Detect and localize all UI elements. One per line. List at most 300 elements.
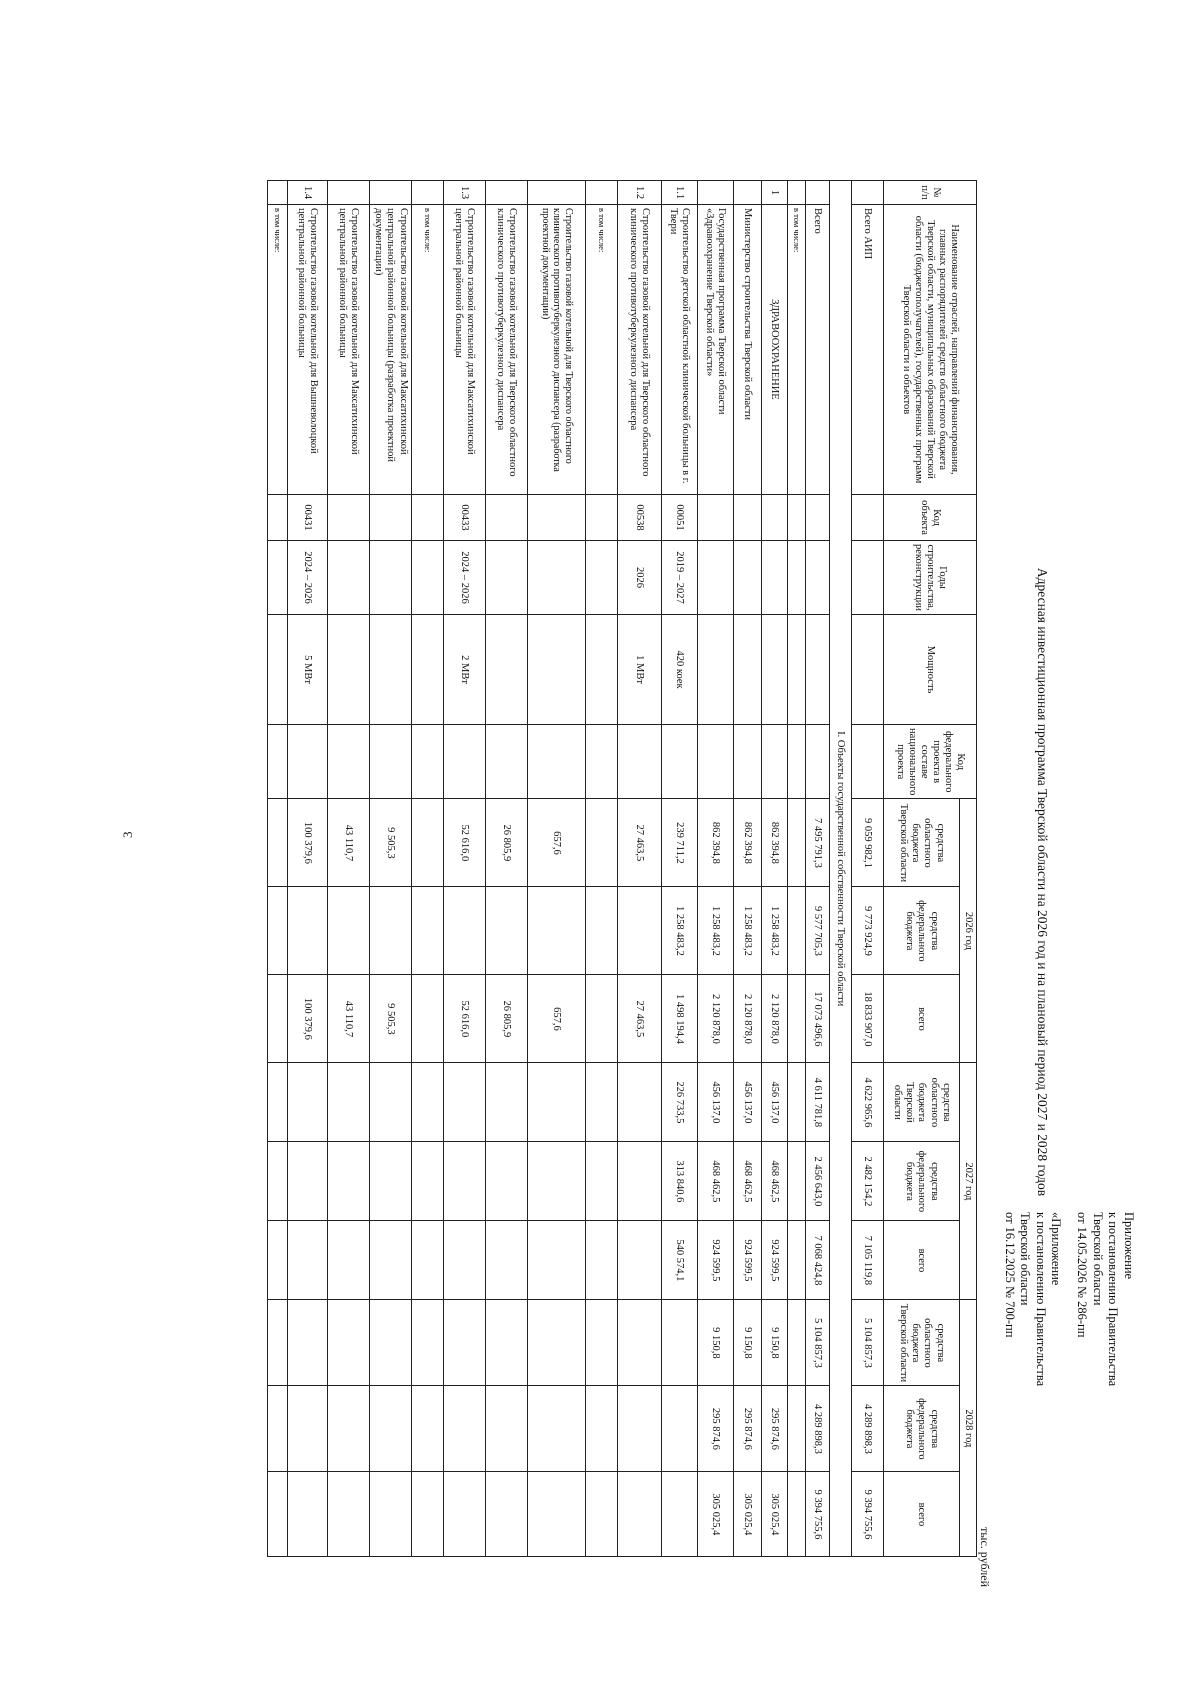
cell-2027-total: 924 599,5 bbox=[733, 1221, 761, 1300]
cell-2026-regional: 27 463,5 bbox=[617, 799, 661, 887]
cell-2027-regional bbox=[369, 1063, 411, 1142]
cell-2028-regional bbox=[787, 1300, 805, 1386]
cell-2026-federal bbox=[527, 887, 585, 975]
cell-2028-regional bbox=[585, 1300, 617, 1386]
table-row bbox=[805, 181, 829, 1557]
cell-2026-regional bbox=[585, 799, 617, 887]
appendix-line: к постановлению Правительства bbox=[1033, 1212, 1048, 1387]
cell-2027-total: 924 599,5 bbox=[761, 1221, 787, 1300]
cell-2027-regional bbox=[527, 1063, 585, 1142]
cell-2027-regional bbox=[617, 1063, 661, 1142]
cell-2028-federal: 4 289 898,3 bbox=[851, 1386, 883, 1472]
cell-2028-federal bbox=[527, 1386, 585, 1472]
cell-2026-regional bbox=[787, 799, 805, 887]
cell-2028-regional: 9 150,8 bbox=[697, 1300, 733, 1386]
subheader-cell: средства областного бюджета Тверской области bbox=[883, 1300, 959, 1386]
cell-2028-total bbox=[585, 1472, 617, 1557]
cell-row-name: Строительство детской областной клинической больницы в г. Твери bbox=[661, 205, 697, 495]
cell-2028-total bbox=[527, 1472, 585, 1557]
header-cell: № п/п bbox=[883, 181, 976, 205]
cell-row-name: Всего АИП bbox=[851, 205, 883, 495]
cell-row-number: 1.4 bbox=[287, 181, 327, 205]
cell-2026-federal bbox=[485, 887, 527, 975]
cell-object-code bbox=[267, 495, 287, 541]
cell-capacity bbox=[585, 615, 617, 725]
table-row bbox=[851, 181, 883, 1557]
cell-row-number bbox=[369, 181, 411, 205]
header-cell: Код федерального проекта в составе национального проекта bbox=[883, 725, 976, 799]
cell-federal-project-code bbox=[733, 725, 761, 799]
cell-2028-regional bbox=[661, 1300, 697, 1386]
cell-2026-federal bbox=[327, 887, 369, 975]
cell-federal-project-code bbox=[485, 725, 527, 799]
table-row bbox=[267, 181, 287, 1557]
cell-2027-federal bbox=[369, 1142, 411, 1221]
subheader-cell: всего bbox=[883, 1472, 959, 1557]
cell-2027-regional bbox=[443, 1063, 485, 1142]
cell-federal-project-code bbox=[617, 725, 661, 799]
cell-row-name: ЗДРАВООХРАНЕНИЕ bbox=[761, 205, 787, 495]
appendix-header bbox=[1001, 1212, 1136, 1512]
cell-2026-federal: 1 258 483,2 bbox=[733, 887, 761, 975]
cell-2026-regional: 239 711,2 bbox=[661, 799, 697, 887]
table-row bbox=[787, 181, 805, 1557]
cell-2027-federal bbox=[411, 1142, 443, 1221]
cell-capacity: 420 коек bbox=[661, 615, 697, 725]
cell-2026-total bbox=[411, 975, 443, 1063]
cell-federal-project-code bbox=[851, 725, 883, 799]
cell-row-name: Строительство газовой котельной для Тверского областного клинического противотуберкулезного диспансера bbox=[617, 205, 661, 495]
cell-construction-years: 2019 – 2027 bbox=[661, 541, 697, 615]
cell-row-number bbox=[411, 181, 443, 205]
cell-construction-years bbox=[585, 541, 617, 615]
cell-row-number: 1.3 bbox=[443, 181, 485, 205]
cell-2027-federal bbox=[527, 1142, 585, 1221]
cell-2026-total bbox=[787, 975, 805, 1063]
table-row bbox=[661, 181, 697, 1557]
cell-capacity bbox=[761, 615, 787, 725]
cell-capacity bbox=[527, 615, 585, 725]
cell-2028-total bbox=[617, 1472, 661, 1557]
cell-construction-years bbox=[733, 541, 761, 615]
subheader-cell: средства федерального бюджета bbox=[883, 1142, 959, 1221]
cell-object-code bbox=[485, 495, 527, 541]
cell-object-code bbox=[585, 495, 617, 541]
cell-2028-total bbox=[369, 1472, 411, 1557]
cell-2026-total bbox=[267, 975, 287, 1063]
cell-construction-years: 2024 – 2026 bbox=[443, 541, 485, 615]
cell-2027-total bbox=[527, 1221, 585, 1300]
cell-2028-regional: 5 104 857,3 bbox=[805, 1300, 829, 1386]
header-cell: Годы строительства, реконструкции bbox=[883, 541, 976, 615]
cell-2026-total: 1 498 194,4 bbox=[661, 975, 697, 1063]
cell-federal-project-code bbox=[267, 725, 287, 799]
cell-object-code bbox=[787, 495, 805, 541]
cell-2028-regional bbox=[267, 1300, 287, 1386]
cell-construction-years bbox=[851, 541, 883, 615]
investment-table bbox=[267, 180, 977, 1557]
cell-2028-regional bbox=[369, 1300, 411, 1386]
cell-2028-federal: 295 874,6 bbox=[697, 1386, 733, 1472]
cell-2026-regional: 9 059 982,1 bbox=[851, 799, 883, 887]
cell-capacity bbox=[697, 615, 733, 725]
cell-row-number bbox=[787, 181, 805, 205]
table-row bbox=[585, 181, 617, 1557]
cell-2028-regional bbox=[617, 1300, 661, 1386]
document-title: Адресная инвестиционная программа Тверской области на 2026 год и на плановый период 2027 и 2028 годов bbox=[1035, 567, 1050, 1197]
section-title: I. Объекты государственной собственности Тверской области bbox=[829, 181, 851, 1557]
cell-2028-regional bbox=[443, 1300, 485, 1386]
cell-2027-regional: 226 733,5 bbox=[661, 1063, 697, 1142]
cell-object-code bbox=[851, 495, 883, 541]
header-cell: Мощность bbox=[883, 615, 976, 725]
header-cell: Код объекта bbox=[883, 495, 976, 541]
cell-2026-total: 18 833 907,0 bbox=[851, 975, 883, 1063]
cell-2026-total: 17 073 496,6 bbox=[805, 975, 829, 1063]
appendix-line: Приложение bbox=[1122, 1212, 1136, 1280]
cell-2027-federal: 468 462,5 bbox=[761, 1142, 787, 1221]
cell-2026-federal bbox=[787, 887, 805, 975]
cell-2028-total bbox=[287, 1472, 327, 1557]
cell-2027-total: 7 068 424,8 bbox=[805, 1221, 829, 1300]
cell-construction-years bbox=[787, 541, 805, 615]
cell-2027-federal bbox=[267, 1142, 287, 1221]
cell-2028-total bbox=[411, 1472, 443, 1557]
cell-construction-years bbox=[697, 541, 733, 615]
cell-2027-total bbox=[267, 1221, 287, 1300]
cell-federal-project-code bbox=[287, 725, 327, 799]
table-row bbox=[369, 181, 411, 1557]
cell-row-name: Строительство газовой котельной для Тверского областного клинического противотуберкулезного диспансера bbox=[485, 205, 527, 495]
cell-2026-federal bbox=[443, 887, 485, 975]
cell-2026-total: 2 120 878,0 bbox=[761, 975, 787, 1063]
appendix-line: к постановлению Правительства bbox=[1106, 1212, 1121, 1387]
table-row bbox=[287, 181, 327, 1557]
cell-2026-total: 2 120 878,0 bbox=[733, 975, 761, 1063]
cell-2026-total: 52 616,0 bbox=[443, 975, 485, 1063]
cell-2028-total: 305 025,4 bbox=[697, 1472, 733, 1557]
cell-row-name: в том числе: bbox=[585, 205, 617, 495]
cell-capacity bbox=[411, 615, 443, 725]
cell-2028-regional: 5 104 857,3 bbox=[851, 1300, 883, 1386]
cell-object-code bbox=[805, 495, 829, 541]
cell-2028-federal: 295 874,6 bbox=[733, 1386, 761, 1472]
cell-2026-total: 26 805,9 bbox=[485, 975, 527, 1063]
cell-capacity bbox=[267, 615, 287, 725]
table-row bbox=[527, 181, 585, 1557]
cell-2027-total: 7 105 119,8 bbox=[851, 1221, 883, 1300]
cell-federal-project-code bbox=[787, 725, 805, 799]
cell-2026-regional bbox=[411, 799, 443, 887]
cell-row-name: Строительство газовой котельной для Максатихинской центральной районной больницы bbox=[327, 205, 369, 495]
cell-object-code bbox=[697, 495, 733, 541]
cell-2026-federal: 9 773 924,9 bbox=[851, 887, 883, 975]
section-row bbox=[829, 181, 851, 1557]
cell-2026-regional: 862 394,8 bbox=[697, 799, 733, 887]
cell-2026-total: 27 463,5 bbox=[617, 975, 661, 1063]
subheader-cell: средства федерального бюджета bbox=[883, 1386, 959, 1472]
cell-2027-federal: 468 462,5 bbox=[733, 1142, 761, 1221]
cell-capacity: 1 МВт bbox=[617, 615, 661, 725]
cell-row-name: Министерство строительства Тверской области bbox=[733, 205, 761, 495]
cell-2026-total bbox=[585, 975, 617, 1063]
cell-construction-years bbox=[485, 541, 527, 615]
table-row bbox=[761, 181, 787, 1557]
cell-2027-total: 540 574,1 bbox=[661, 1221, 697, 1300]
cell-object-code bbox=[733, 495, 761, 541]
cell-capacity bbox=[369, 615, 411, 725]
appendix-gap bbox=[1064, 1212, 1074, 1512]
cell-construction-years bbox=[527, 541, 585, 615]
cell-capacity: 5 МВт bbox=[287, 615, 327, 725]
cell-federal-project-code bbox=[761, 725, 787, 799]
cell-object-code bbox=[527, 495, 585, 541]
cell-object-code bbox=[327, 495, 369, 541]
cell-2026-federal bbox=[369, 887, 411, 975]
cell-construction-years bbox=[327, 541, 369, 615]
cell-object-code bbox=[411, 495, 443, 541]
cell-2027-regional bbox=[585, 1063, 617, 1142]
table-row bbox=[327, 181, 369, 1557]
cell-2026-regional bbox=[267, 799, 287, 887]
cell-2028-total bbox=[661, 1472, 697, 1557]
units-label: тыс. рублей bbox=[978, 1527, 992, 1587]
appendix-line: «Приложение bbox=[1049, 1212, 1064, 1286]
cell-object-code: 00051 bbox=[661, 495, 697, 541]
cell-2028-federal bbox=[287, 1386, 327, 1472]
table-row bbox=[617, 181, 661, 1557]
cell-2028-federal bbox=[485, 1386, 527, 1472]
cell-2026-regional: 9 505,3 bbox=[369, 799, 411, 887]
cell-row-name: Строительство газовой котельной для Вышневолоцкой центральной районной больницы bbox=[287, 205, 327, 495]
cell-2026-regional: 100 379,6 bbox=[287, 799, 327, 887]
cell-row-name: Строительство газовой котельной для Максатихинской центральной районной больницы bbox=[443, 205, 485, 495]
table-row bbox=[411, 181, 443, 1557]
cell-row-number: 1.1 bbox=[661, 181, 697, 205]
cell-2026-total: 9 505,3 bbox=[369, 975, 411, 1063]
cell-object-code bbox=[761, 495, 787, 541]
cell-2026-federal bbox=[585, 887, 617, 975]
table-row bbox=[697, 181, 733, 1557]
cell-2027-regional bbox=[787, 1063, 805, 1142]
cell-object-code: 00431 bbox=[287, 495, 327, 541]
cell-federal-project-code bbox=[369, 725, 411, 799]
cell-capacity bbox=[787, 615, 805, 725]
cell-2026-regional: 26 805,9 bbox=[485, 799, 527, 887]
appendix-line: от 14.05.2026 № 286-пп bbox=[1075, 1212, 1090, 1338]
appendix-line: от 16.12.2025 № 700-пп bbox=[1002, 1212, 1017, 1338]
cell-2026-federal bbox=[287, 887, 327, 975]
cell-2027-federal bbox=[617, 1142, 661, 1221]
cell-construction-years: 2024 – 2026 bbox=[287, 541, 327, 615]
header-cell: Наименование отраслей, направлений финансирования, главных распорядителей средств областного бюджета Тверской области, муниципальных образований Тверской области (бюджетополучателей), государственных программ Тверской области и объектов bbox=[883, 205, 976, 495]
cell-2026-federal: 1 258 483,2 bbox=[761, 887, 787, 975]
appendix-line: Тверской области bbox=[1018, 1212, 1033, 1306]
cell-2026-total: 2 120 878,0 bbox=[697, 975, 733, 1063]
cell-2027-regional: 456 137,0 bbox=[697, 1063, 733, 1142]
cell-2026-total: 43 110,7 bbox=[327, 975, 369, 1063]
cell-2027-regional: 4 611 781,8 bbox=[805, 1063, 829, 1142]
cell-2026-federal: 1 258 483,2 bbox=[697, 887, 733, 975]
cell-2027-total bbox=[411, 1221, 443, 1300]
cell-construction-years: 2026 bbox=[617, 541, 661, 615]
cell-capacity bbox=[733, 615, 761, 725]
cell-2027-federal bbox=[327, 1142, 369, 1221]
cell-row-number bbox=[527, 181, 585, 205]
cell-2026-regional: 43 110,7 bbox=[327, 799, 369, 887]
cell-2028-federal bbox=[661, 1386, 697, 1472]
rotated-content bbox=[160, 102, 1200, 1662]
cell-construction-years bbox=[805, 541, 829, 615]
cell-2028-total bbox=[485, 1472, 527, 1557]
subheader-cell: средства областного бюджета Тверской области bbox=[883, 799, 959, 887]
cell-federal-project-code bbox=[527, 725, 585, 799]
cell-2026-regional: 52 616,0 bbox=[443, 799, 485, 887]
cell-row-number bbox=[733, 181, 761, 205]
cell-federal-project-code bbox=[661, 725, 697, 799]
cell-2028-total: 305 025,4 bbox=[733, 1472, 761, 1557]
cell-construction-years bbox=[411, 541, 443, 615]
cell-2027-total bbox=[443, 1221, 485, 1300]
cell-2026-regional: 657,6 bbox=[527, 799, 585, 887]
cell-2026-total: 657,6 bbox=[527, 975, 585, 1063]
subheader-cell: всего bbox=[883, 975, 959, 1063]
cell-2027-total bbox=[617, 1221, 661, 1300]
cell-2028-regional bbox=[527, 1300, 585, 1386]
subheader-cell: средства федерального бюджета bbox=[883, 887, 959, 975]
cell-2028-regional bbox=[287, 1300, 327, 1386]
cell-2028-federal bbox=[617, 1386, 661, 1472]
cell-2027-total: 924 599,5 bbox=[697, 1221, 733, 1300]
cell-2028-federal: 295 874,6 bbox=[761, 1386, 787, 1472]
cell-2027-regional bbox=[327, 1063, 369, 1142]
cell-row-name: Всего bbox=[805, 205, 829, 495]
year-header: 2027 год bbox=[959, 1063, 976, 1300]
cell-2026-federal: 9 577 705,3 bbox=[805, 887, 829, 975]
cell-2027-federal: 2 456 643,0 bbox=[805, 1142, 829, 1221]
cell-2027-federal bbox=[787, 1142, 805, 1221]
cell-object-code: 00538 bbox=[617, 495, 661, 541]
cell-2027-regional: 4 622 965,6 bbox=[851, 1063, 883, 1142]
cell-2028-federal bbox=[443, 1386, 485, 1472]
cell-2028-regional: 9 150,8 bbox=[761, 1300, 787, 1386]
cell-capacity: 2 МВт bbox=[443, 615, 485, 725]
cell-2026-federal: 1 258 483,2 bbox=[661, 887, 697, 975]
cell-2028-total: 305 025,4 bbox=[761, 1472, 787, 1557]
cell-row-number bbox=[805, 181, 829, 205]
cell-construction-years bbox=[369, 541, 411, 615]
page-number: 3 bbox=[120, 831, 135, 838]
cell-2028-federal bbox=[411, 1386, 443, 1472]
cell-2027-regional: 456 137,0 bbox=[761, 1063, 787, 1142]
cell-2028-regional bbox=[411, 1300, 443, 1386]
cell-2027-federal bbox=[287, 1142, 327, 1221]
cell-2028-regional: 9 150,8 bbox=[733, 1300, 761, 1386]
cell-2026-total: 100 379,6 bbox=[287, 975, 327, 1063]
cell-2027-federal: 313 840,6 bbox=[661, 1142, 697, 1221]
cell-construction-years bbox=[267, 541, 287, 615]
cell-2028-total: 9 394 755,6 bbox=[805, 1472, 829, 1557]
cell-row-name: в том числе: bbox=[787, 205, 805, 495]
cell-federal-project-code bbox=[585, 725, 617, 799]
cell-row-number: 1.2 bbox=[617, 181, 661, 205]
cell-2027-regional: 456 137,0 bbox=[733, 1063, 761, 1142]
cell-row-name: Государственная программа Тверской области «Здравоохранение Тверской области» bbox=[697, 205, 733, 495]
cell-capacity bbox=[851, 615, 883, 725]
cell-2026-regional: 862 394,8 bbox=[761, 799, 787, 887]
cell-row-name: в том числе: bbox=[411, 205, 443, 495]
cell-row-name: в том числе: bbox=[267, 205, 287, 495]
cell-2028-total bbox=[787, 1472, 805, 1557]
cell-row-number bbox=[585, 181, 617, 205]
cell-2027-federal bbox=[443, 1142, 485, 1221]
cell-2028-federal bbox=[369, 1386, 411, 1472]
cell-2027-total bbox=[787, 1221, 805, 1300]
cell-2028-regional bbox=[485, 1300, 527, 1386]
cell-row-number bbox=[327, 181, 369, 205]
cell-2027-total bbox=[485, 1221, 527, 1300]
cell-2027-regional bbox=[267, 1063, 287, 1142]
cell-2026-federal bbox=[617, 887, 661, 975]
cell-2027-federal: 2 482 154,2 bbox=[851, 1142, 883, 1221]
cell-row-name: Строительство газовой котельной для Тверского областного клинического противотуберкулезного диспансера (разработка проектной документации) bbox=[527, 205, 585, 495]
cell-row-number bbox=[851, 181, 883, 205]
cell-2027-federal bbox=[485, 1142, 527, 1221]
cell-2028-federal: 4 289 898,3 bbox=[805, 1386, 829, 1472]
cell-2027-federal bbox=[585, 1142, 617, 1221]
year-header: 2026 год bbox=[959, 799, 976, 1063]
cell-row-number bbox=[267, 181, 287, 205]
cell-2026-federal bbox=[267, 887, 287, 975]
cell-2027-total bbox=[287, 1221, 327, 1300]
cell-2027-total bbox=[585, 1221, 617, 1300]
cell-capacity bbox=[805, 615, 829, 725]
cell-federal-project-code bbox=[805, 725, 829, 799]
cell-2027-regional bbox=[485, 1063, 527, 1142]
cell-object-code bbox=[369, 495, 411, 541]
cell-2028-total bbox=[443, 1472, 485, 1557]
cell-2028-total bbox=[267, 1472, 287, 1557]
subheader-cell: средства областного бюджета Тверской области bbox=[883, 1063, 959, 1142]
cell-2026-regional: 862 394,8 bbox=[733, 799, 761, 887]
table-row bbox=[485, 181, 527, 1557]
cell-2028-regional bbox=[327, 1300, 369, 1386]
cell-2027-regional bbox=[411, 1063, 443, 1142]
cell-2027-total bbox=[327, 1221, 369, 1300]
cell-federal-project-code bbox=[411, 725, 443, 799]
cell-federal-project-code bbox=[443, 725, 485, 799]
cell-2028-federal bbox=[787, 1386, 805, 1472]
cell-2027-federal: 468 462,5 bbox=[697, 1142, 733, 1221]
table-body bbox=[267, 181, 883, 1557]
cell-capacity bbox=[485, 615, 527, 725]
year-header: 2028 год bbox=[959, 1300, 976, 1557]
table-row bbox=[443, 181, 485, 1557]
cell-row-number bbox=[485, 181, 527, 205]
cell-row-number bbox=[697, 181, 733, 205]
cell-2028-federal bbox=[267, 1386, 287, 1472]
cell-construction-years bbox=[761, 541, 787, 615]
cell-2026-federal bbox=[411, 887, 443, 975]
cell-2026-regional: 7 495 791,3 bbox=[805, 799, 829, 887]
cell-2027-regional bbox=[287, 1063, 327, 1142]
cell-2028-federal bbox=[585, 1386, 617, 1472]
cell-row-name: Строительство газовой котельной для Максатихинской центральной районной больницы (разработка проектной документации) bbox=[369, 205, 411, 495]
appendix-line: Тверской области bbox=[1090, 1212, 1105, 1306]
cell-federal-project-code bbox=[697, 725, 733, 799]
cell-federal-project-code bbox=[327, 725, 369, 799]
cell-object-code: 00433 bbox=[443, 495, 485, 541]
